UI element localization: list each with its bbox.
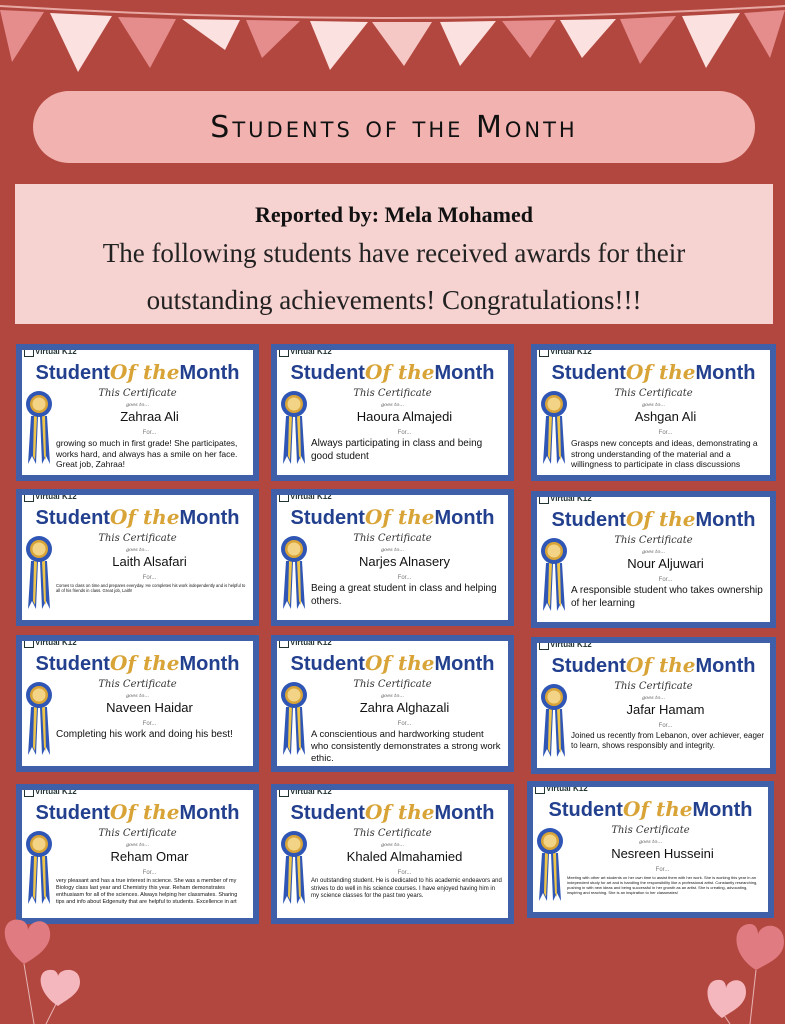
goes-to-label: goes to...: [380, 693, 405, 699]
heading-student: Student: [551, 655, 626, 677]
logo-text: Virtual K12: [290, 495, 332, 502]
goes-to-label: goes to...: [641, 402, 666, 408]
student-name: Zahra Alghazali: [359, 700, 450, 715]
award-description: very pleasant and has a true interest in science. She was a member of my Biology class last year and Chemistry this year. Reham demonstrates enthusiasm for all of the sciences. Always helping her classmates. Sharing tips and info about Edgenuity that are helpful to students. Excellence in art: [56, 878, 238, 905]
goes-to-label: goes to...: [380, 842, 405, 848]
logo-text: Virtual K12: [35, 790, 77, 797]
heading-student: Student: [551, 509, 626, 531]
certificate-card: [531, 637, 776, 774]
for-label: For...: [655, 867, 670, 873]
certificate-body: [277, 641, 508, 766]
award-description: Joined us recently from Lebanon, over achiever, eager to learn, shows responsibly and integrity.: [571, 731, 765, 750]
for-label: For...: [142, 430, 157, 436]
student-name: Zahraa Ali: [120, 409, 179, 424]
this-certificate-label: This Certificate: [353, 679, 432, 690]
heading-of-the: Of the: [625, 507, 696, 531]
award-ribbon-icon: [541, 533, 567, 613]
heading-of-the: Of the: [364, 360, 435, 384]
student-name: Nesreen Husseini: [611, 846, 714, 861]
certificate-heading: [277, 800, 508, 825]
heading-student: Student: [35, 507, 110, 529]
certificate-card: [16, 784, 259, 924]
heading-of-the: Of the: [364, 651, 435, 675]
certificate-card: [16, 344, 259, 481]
certificate-body: [22, 350, 253, 475]
heading-student: Student: [290, 507, 365, 529]
logo-text: Virtual K12: [550, 497, 592, 504]
certificate-card: [527, 781, 774, 918]
award-description: An outstanding student. He is dedicated to his academic endeavors and strives to do well in his science courses. I have enjoyed having him in my science classes for the past two years.: [311, 878, 502, 899]
logo-text: Virtual K12: [290, 641, 332, 648]
this-certificate-label: This Certificate: [353, 828, 432, 839]
virtual-k12-logo: [279, 495, 332, 502]
award-ribbon-icon: [26, 826, 52, 906]
intro-line-1: The following students have received awards for their: [102, 238, 686, 268]
student-name: Narjes Alnasery: [358, 554, 451, 569]
certificate-card: [271, 784, 514, 924]
virtual-k12-logo: [24, 350, 77, 357]
this-certificate-label: This Certificate: [614, 388, 693, 399]
student-name: Reham Omar: [110, 849, 189, 864]
certificate-card: [271, 489, 514, 626]
logo-text: Virtual K12: [546, 787, 588, 794]
this-certificate-label: This Certificate: [614, 535, 693, 546]
award-ribbon-icon: [541, 679, 567, 759]
award-description: Comes to class on time and prepares everyday. He completes his work independently and is helpful to all of his friends in class. Great job, Laith!: [56, 583, 246, 594]
this-certificate-label: This Certificate: [353, 388, 432, 399]
award-description: Meeting with other art students on her own time to assist them with her work. She is working this year in an independent study for art and is handling the responsibility like a professional artist. Constantly researching, pushing in with new ideas and being successful in her growth as an artist. She is creating, advocating, inspiring and reaching. She is an inspiration to her classmates!: [567, 875, 758, 895]
award-ribbon-icon: [541, 386, 567, 466]
goes-to-label: goes to...: [641, 695, 666, 701]
this-certificate-label: This Certificate: [98, 533, 177, 544]
certificate-body: [537, 643, 770, 768]
heading-student: Student: [35, 802, 110, 824]
virtual-k12-logo: [279, 790, 332, 797]
heading-month: Month: [434, 653, 495, 675]
heading-month: Month: [179, 507, 240, 529]
certificate-body: [22, 790, 253, 918]
heading-of-the: Of the: [109, 505, 180, 529]
certificate-heading: [22, 800, 253, 825]
certificate-heading: [277, 651, 508, 676]
heading-student: Student: [290, 653, 365, 675]
student-name: Nour Aljuwari: [627, 556, 704, 571]
report-box: [15, 184, 773, 324]
certificate-body: [277, 495, 508, 620]
logo-text: Virtual K12: [35, 495, 77, 502]
heading-student: Student: [290, 362, 365, 384]
heading-student: Student: [35, 362, 110, 384]
page-title: Students of the Month: [210, 109, 578, 145]
this-certificate-label: This Certificate: [98, 679, 177, 690]
heading-month: Month: [434, 802, 495, 824]
logo-text: Virtual K12: [290, 790, 332, 797]
student-name: Jafar Hamam: [626, 702, 705, 717]
bunting-banner: [0, 0, 785, 80]
award-description: Always participating in class and being good student: [311, 438, 483, 462]
goes-to-label: goes to...: [125, 842, 150, 848]
this-certificate-label: This Certificate: [98, 828, 177, 839]
heading-of-the: Of the: [364, 505, 435, 529]
award-description: A responsible student who takes ownership of her learning: [571, 585, 763, 609]
heading-student: Student: [35, 653, 110, 675]
heading-of-the: Of the: [109, 651, 180, 675]
award-ribbon-icon: [281, 386, 307, 466]
logo-text: Virtual K12: [35, 350, 77, 357]
heading-of-the: Of the: [364, 800, 435, 824]
virtual-k12-logo: [535, 787, 588, 794]
student-name: Khaled Almahamied: [346, 849, 463, 864]
heading-month: Month: [692, 799, 753, 821]
heading-month: Month: [695, 655, 756, 677]
certificate-body: [533, 787, 768, 912]
balloon-hearts-right: [700, 912, 785, 1024]
award-description: Completing his work and doing his best!: [56, 729, 233, 740]
certificate-heading: [22, 505, 253, 530]
logo-text: Virtual K12: [550, 350, 592, 357]
goes-to-label: goes to...: [638, 839, 663, 845]
certificate-card: [531, 491, 776, 628]
heading-of-the: Of the: [625, 653, 696, 677]
award-description: growing so much in first grade! She participates, works hard, and always has a smile on her face. Great job, Zahraa!: [56, 438, 238, 470]
goes-to-label: goes to...: [125, 402, 150, 408]
certificate-body: [277, 350, 508, 475]
virtual-k12-logo: [539, 643, 592, 650]
certificate-heading: [277, 505, 508, 530]
heading-month: Month: [179, 653, 240, 675]
certificate-heading: [537, 360, 770, 385]
student-name: Laith Alsafari: [112, 554, 187, 569]
heading-of-the: Of the: [109, 800, 180, 824]
virtual-k12-logo: [539, 350, 592, 357]
certificate-body: [22, 641, 253, 766]
award-description: Being a great student in class and helping others.: [311, 583, 497, 607]
heading-month: Month: [434, 362, 495, 384]
heading-of-the: Of the: [625, 360, 696, 384]
for-label: For...: [658, 430, 673, 436]
certificate-body: [537, 350, 770, 475]
this-certificate-label: This Certificate: [614, 681, 693, 692]
for-label: For...: [397, 575, 412, 581]
this-certificate-label: This Certificate: [353, 533, 432, 544]
certificate-card: [16, 489, 259, 626]
for-label: For...: [397, 870, 412, 876]
certificate-card: [531, 344, 776, 481]
award-ribbon-icon: [281, 826, 307, 906]
certificate-body: [277, 790, 508, 918]
certificate-body: [537, 497, 770, 622]
for-label: For...: [658, 577, 673, 583]
goes-to-label: goes to...: [125, 693, 150, 699]
certificate-heading: [537, 653, 770, 678]
for-label: For...: [658, 723, 673, 729]
heading-month: Month: [695, 509, 756, 531]
goes-to-label: goes to...: [125, 547, 150, 553]
virtual-k12-logo: [279, 641, 332, 648]
heading-of-the: Of the: [622, 797, 693, 821]
virtual-k12-logo: [24, 790, 77, 797]
certificate-heading: [22, 360, 253, 385]
award-ribbon-icon: [26, 531, 52, 611]
virtual-k12-logo: [24, 495, 77, 502]
heading-of-the: Of the: [109, 360, 180, 384]
intro-line-2: outstanding achievements! Congratulations!!!: [146, 285, 642, 315]
for-label: For...: [397, 721, 412, 727]
award-ribbon-icon: [26, 386, 52, 466]
for-label: For...: [397, 430, 412, 436]
virtual-k12-logo: [539, 497, 592, 504]
heading-student: Student: [548, 799, 623, 821]
certificate-card: [271, 635, 514, 772]
heading-month: Month: [179, 362, 240, 384]
reported-by: Reported by: Mela Mohamed: [254, 202, 533, 227]
certificate-heading: [533, 797, 768, 822]
student-name: Naveen Haidar: [106, 700, 193, 715]
heading-month: Month: [695, 362, 756, 384]
this-certificate-label: This Certificate: [611, 825, 690, 836]
heading-student: Student: [551, 362, 626, 384]
student-name: Haoura Almajedi: [356, 409, 453, 424]
award-ribbon-icon: [281, 677, 307, 757]
for-label: For...: [142, 870, 157, 876]
for-label: For...: [142, 721, 157, 727]
title-banner: [33, 91, 755, 163]
goes-to-label: goes to...: [641, 549, 666, 555]
virtual-k12-logo: [24, 641, 77, 648]
balloon-hearts-left: [0, 912, 92, 1024]
award-ribbon-icon: [281, 531, 307, 611]
heading-month: Month: [179, 802, 240, 824]
certificate-heading: [537, 507, 770, 532]
award-ribbon-icon: [537, 823, 563, 903]
heading-student: Student: [290, 802, 365, 824]
certificate-body: [22, 495, 253, 620]
student-name: Ashgan Ali: [634, 409, 697, 424]
award-description: Grasps new concepts and ideas, demonstrating a strong understanding of the material and a willingness to participate in class discussions: [571, 438, 758, 470]
certificate-heading: [277, 360, 508, 385]
award-ribbon-icon: [26, 677, 52, 757]
goes-to-label: goes to...: [380, 547, 405, 553]
certificate-card: [16, 635, 259, 772]
certificate-heading: [22, 651, 253, 676]
goes-to-label: goes to...: [380, 402, 405, 408]
logo-text: Virtual K12: [35, 641, 77, 648]
certificate-card: [271, 344, 514, 481]
logo-text: Virtual K12: [550, 643, 592, 650]
award-description: A conscientious and hardworking student who consistently demonstrates a strong work ethic.: [311, 729, 501, 764]
this-certificate-label: This Certificate: [98, 388, 177, 399]
for-label: For...: [142, 575, 157, 581]
virtual-k12-logo: [279, 350, 332, 357]
logo-text: Virtual K12: [290, 350, 332, 357]
heading-month: Month: [434, 507, 495, 529]
